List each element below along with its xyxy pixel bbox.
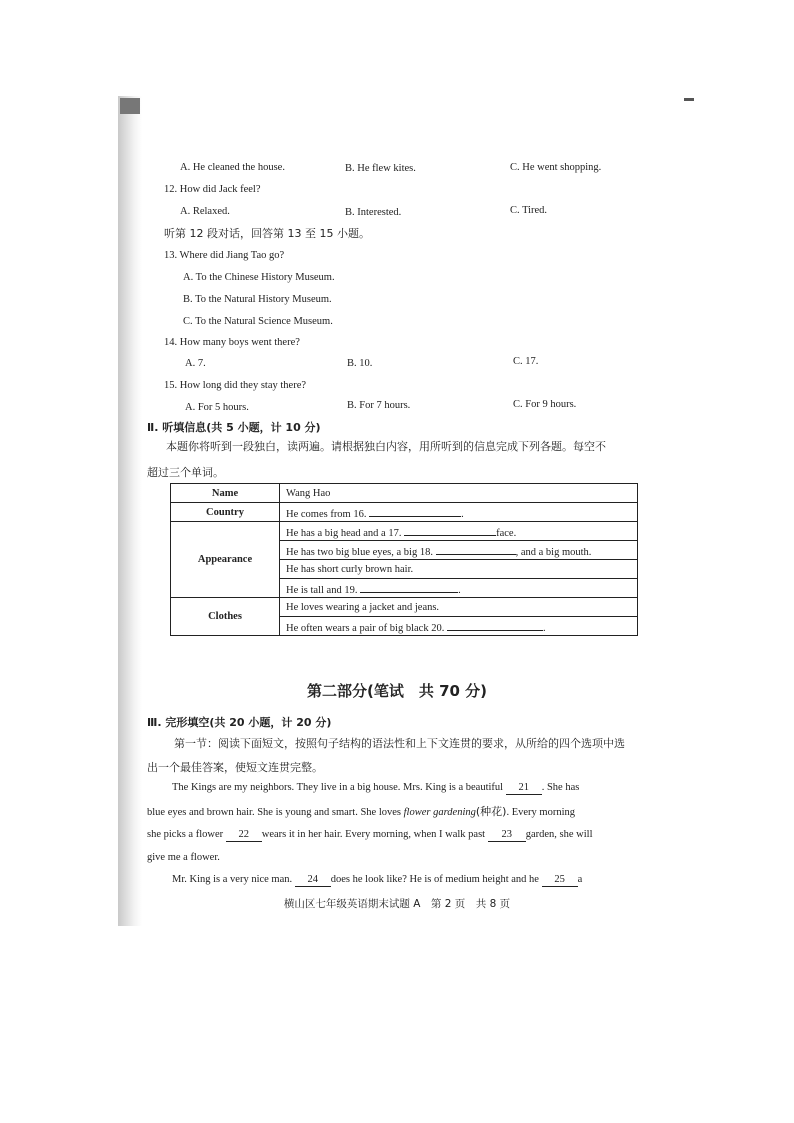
appearance-2-after: , and a big mouth. xyxy=(515,547,592,558)
blank-18[interactable] xyxy=(436,542,516,555)
appearance-cell-3: He has short curly brown hair. xyxy=(280,560,638,579)
passage-text: . She has xyxy=(541,782,580,793)
clothes-cell-1: He loves wearing a jacket and jeans. xyxy=(280,598,638,617)
q13-stem: 13. Where did Jiang Tao go? xyxy=(164,250,285,261)
blank-19[interactable] xyxy=(360,580,458,593)
country-text: He comes from 16. xyxy=(286,509,367,520)
passage-text: The Kings are my neighbors. They live in a big house. Mrs. King is a beautiful xyxy=(172,782,504,793)
clothes-2-text: He often wears a pair of big black 20. xyxy=(286,623,445,634)
passage-p1-line4: give me a flower. xyxy=(147,852,220,863)
q14-stem: 14. How many boys went there? xyxy=(164,337,300,348)
q12-stem: 12. How did Jack feel? xyxy=(164,184,261,195)
q12-option-b: B. Interested. xyxy=(345,207,402,218)
q11-option-c: C. He went shopping. xyxy=(510,162,602,173)
appearance-cell-4 xyxy=(280,579,638,598)
q14-option-a: A. 7. xyxy=(185,358,206,369)
country-label: Country xyxy=(171,503,280,522)
appearance-1-text: He has a big head and a 17. xyxy=(286,528,402,539)
q15-stem: 15. How long did they stay there? xyxy=(164,380,307,391)
part2-title: 第二部分(笔试 共 70 分) xyxy=(306,682,488,700)
appearance-4-after: . xyxy=(458,585,461,596)
appearance-2-text: He has two big blue eyes, a big 18. xyxy=(286,547,433,558)
passage-p1-line2 xyxy=(147,805,575,820)
passage-p1-line1 xyxy=(172,781,579,795)
blank-25[interactable]: 25 xyxy=(542,874,578,887)
passage-text: wears it in her hair. Every morning, when I walk past xyxy=(261,829,486,840)
q15-option-b: B. For 7 hours. xyxy=(347,400,411,411)
passage-text: does he look like? He is of medium height and he xyxy=(330,874,539,885)
blank-17[interactable] xyxy=(404,523,496,536)
dialogue12-instruction: 听第 12 段对话，回答第 13 至 15 小题。 xyxy=(164,227,370,240)
clothes-cell-2 xyxy=(280,617,638,636)
q13-option-c: C. To the Natural Science Museum. xyxy=(183,316,333,327)
q14-option-b: B. 10. xyxy=(347,358,373,369)
table-row xyxy=(171,598,638,617)
blank-22[interactable]: 22 xyxy=(226,829,262,842)
blank-20[interactable] xyxy=(447,618,543,631)
passage-text: . Every morning xyxy=(506,807,575,818)
passage-gloss: (种花) xyxy=(475,805,507,818)
section3-instruction-line1: 第一节：阅读下面短文，按照句子结构的语法性和上下文连贯的要求，从所给的四个选项中选 xyxy=(174,737,625,750)
country-cell: He comes from 16. . xyxy=(280,503,638,522)
passage-italic-term: flower gardening xyxy=(403,807,476,818)
info-table xyxy=(170,483,638,636)
q11-option-b: B. He flew kites. xyxy=(345,163,416,174)
name-value: Wang Hao xyxy=(280,484,638,503)
appearance-cell-2 xyxy=(280,541,638,560)
q14-option-c: C. 17. xyxy=(513,356,539,367)
blank-16[interactable] xyxy=(369,504,461,517)
passage-p1-line3 xyxy=(147,828,593,842)
q15-option-a: A. For 5 hours. xyxy=(185,402,249,413)
passage-p2-line1 xyxy=(172,873,582,887)
q15-option-c: C. For 9 hours. xyxy=(513,399,577,410)
q12-option-c: C. Tired. xyxy=(510,205,548,216)
section2-instruction-line1: 本题你将听到一段独白，读两遍。请根据独白内容，用所听到的信息完成下列各题。每空不 xyxy=(166,440,606,453)
scan-shadow xyxy=(118,96,142,926)
clothes-2-after: . xyxy=(542,623,546,634)
passage-text: a xyxy=(577,874,583,885)
section3-instruction-line2: 出一个最佳答案，使短文连贯完整。 xyxy=(147,761,323,774)
passage-text: Mr. King is a very nice man. xyxy=(172,874,293,885)
blank-24[interactable]: 24 xyxy=(295,874,331,887)
section3-title: Ⅲ. 完形填空(共 20 小题，计 20 分) xyxy=(147,716,332,729)
table-row xyxy=(171,484,638,503)
appearance-cell-1 xyxy=(280,522,638,541)
clothes-label: Clothes xyxy=(171,598,280,636)
blank-21[interactable]: 21 xyxy=(506,782,542,795)
q13-option-b: B. To the Natural History Museum. xyxy=(183,294,332,305)
section2-instruction-line2: 超过三个单词。 xyxy=(147,466,224,479)
appearance-4-text: He is tall and 19. xyxy=(286,585,358,596)
scan-edge-mark xyxy=(684,98,694,101)
section2-title: Ⅱ. 听填信息(共 5 小题，计 10 分) xyxy=(147,421,321,434)
appearance-1-after: face. xyxy=(496,528,517,539)
q13-option-a: A. To the Chinese History Museum. xyxy=(183,272,335,283)
q12-option-a: A. Relaxed. xyxy=(180,206,230,217)
appearance-label: Appearance xyxy=(171,522,280,598)
table-row xyxy=(171,503,638,522)
scan-corner-mark xyxy=(120,98,140,114)
passage-text: garden, she will xyxy=(525,829,593,840)
q11-option-a: A. He cleaned the house. xyxy=(180,162,285,173)
passage-text: she picks a flower xyxy=(147,829,224,840)
table-row xyxy=(171,522,638,541)
passage-text: blue eyes and brown hair. She is young and smart. She loves xyxy=(147,807,401,818)
blank-23[interactable]: 23 xyxy=(488,829,526,842)
page-footer: 横山区七年级英语期末试题 A 第 2 页 共 8 页 xyxy=(283,898,511,910)
name-label: Name xyxy=(171,484,280,503)
